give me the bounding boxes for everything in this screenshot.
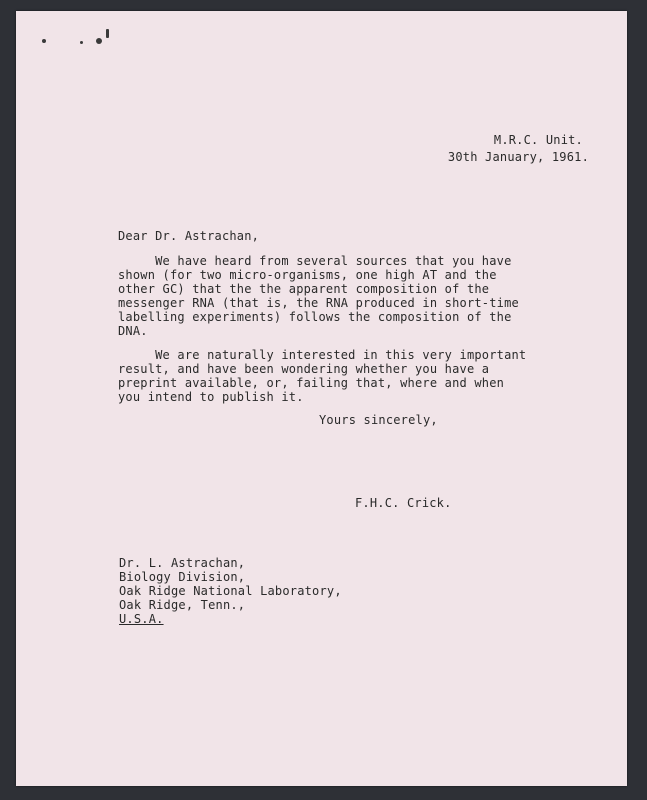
paragraph-line: result, and have been wondering whether you have a: [118, 362, 490, 376]
signature: F.H.C. Crick.: [355, 496, 452, 510]
paragraph-line: We are naturally interested in this very important: [118, 348, 527, 362]
address-line: Oak Ridge National Laboratory,: [119, 584, 342, 598]
letter-date: 30th January, 1961.: [447, 150, 589, 164]
paragraph-line: We have heard from several sources that you have: [118, 254, 512, 268]
letter-page: [16, 11, 627, 786]
address-line: Dr. L. Astrachan,: [119, 556, 246, 570]
paragraph-line: labelling experiments) follows the composition of the: [118, 310, 512, 324]
paragraph-line: you intend to publish it.: [118, 390, 304, 404]
ink-speck: [96, 38, 102, 44]
paragraph-line: messenger RNA (that is, the RNA produced in short-time: [118, 296, 519, 310]
ink-speck: [42, 39, 46, 43]
paragraph-line: other GC) that the the apparent composition of the: [118, 282, 490, 296]
address-country: U.S.A.: [119, 612, 164, 626]
sender-unit: M.R.C. Unit.: [493, 133, 583, 147]
address-line: Biology Division,: [119, 570, 246, 584]
ink-speck: [80, 41, 83, 44]
closing: Yours sincerely,: [319, 413, 438, 427]
paragraph-line: preprint available, or, failing that, where and when: [118, 376, 505, 390]
paragraph-line: shown (for two micro-organisms, one high AT and the: [118, 268, 497, 282]
paragraph-line: DNA.: [118, 324, 148, 338]
salutation: Dear Dr. Astrachan,: [118, 229, 260, 243]
address-line: Oak Ridge, Tenn.,: [119, 598, 246, 612]
ink-speck: [106, 29, 109, 38]
